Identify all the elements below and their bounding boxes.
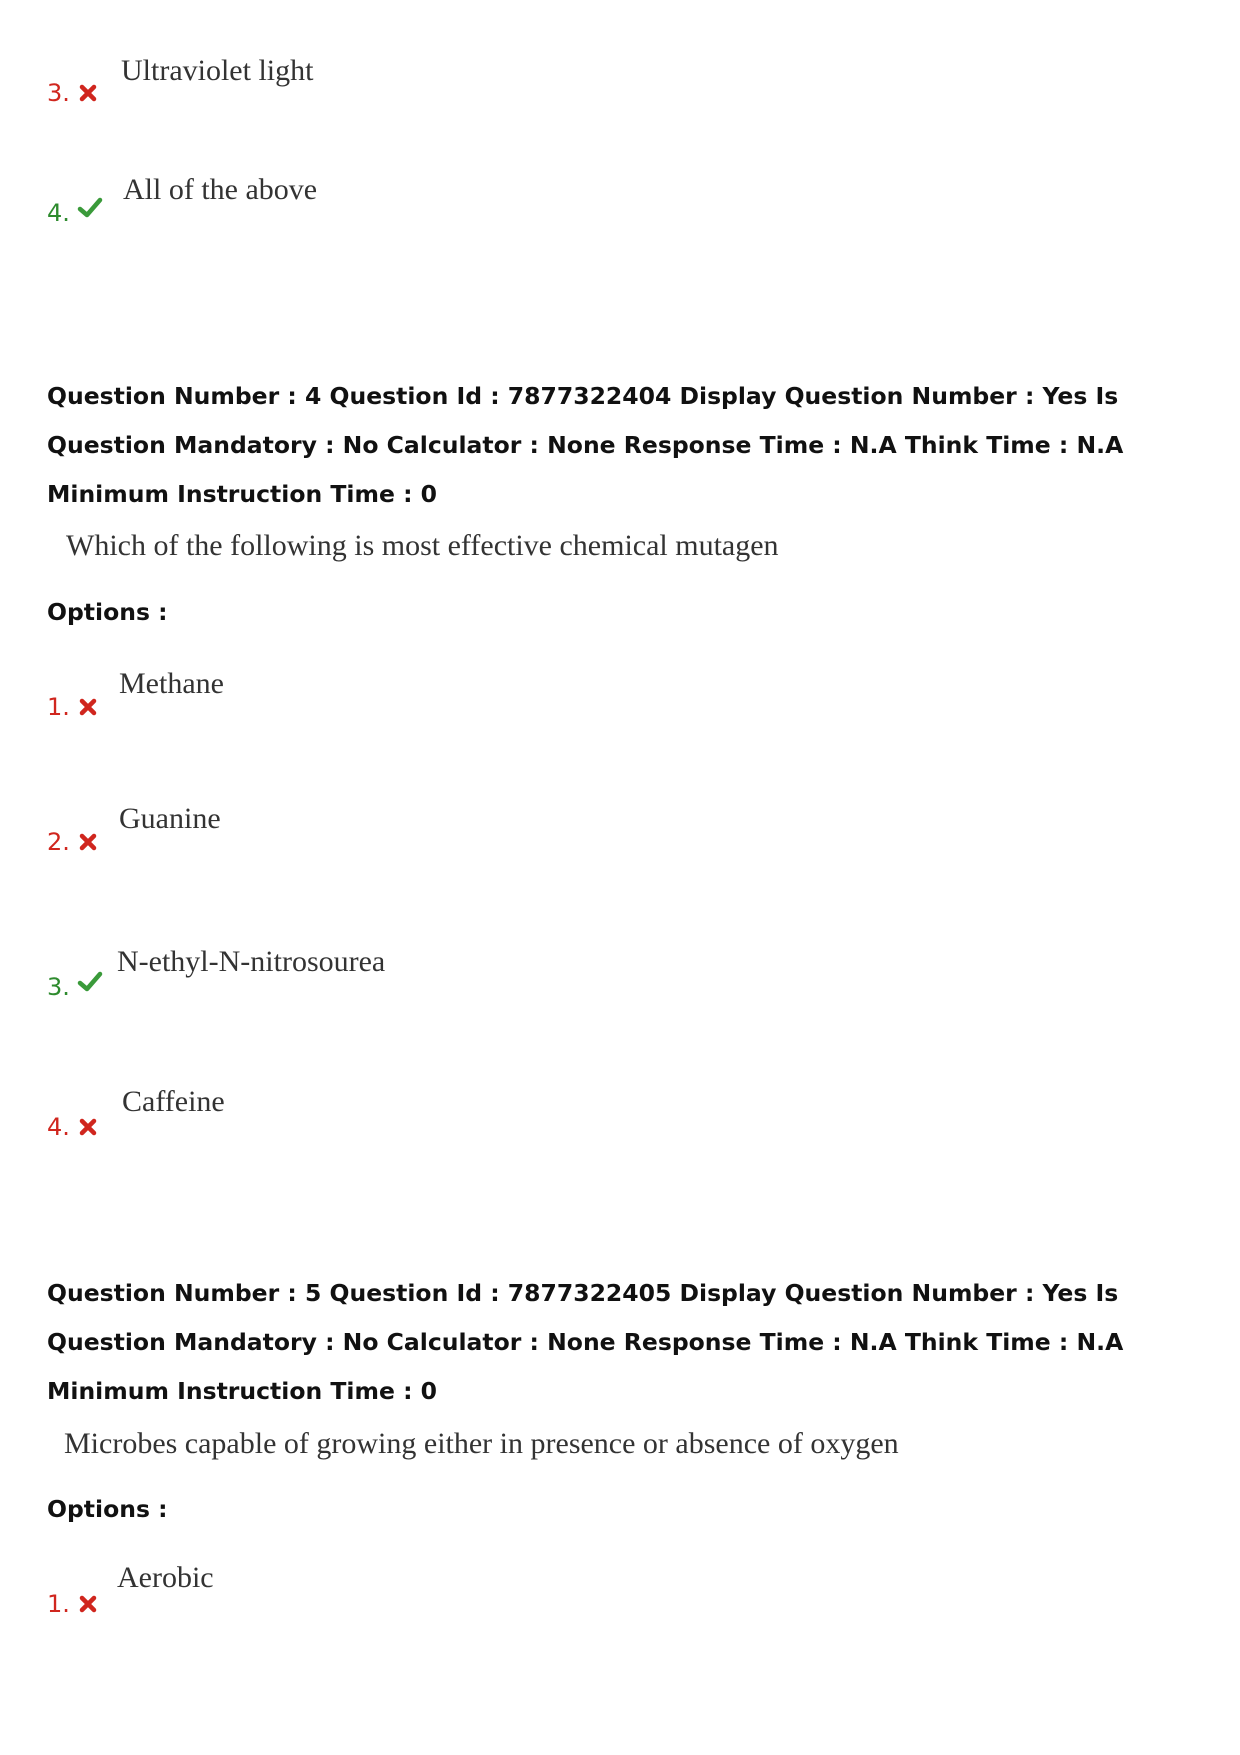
question-text: Which of the following is most effective chemical mutagen <box>66 529 779 562</box>
options-label: Options : <box>47 1495 168 1523</box>
cross-icon <box>77 831 99 853</box>
option-text: Methane <box>119 667 224 700</box>
check-icon <box>77 969 103 995</box>
option-text: N-ethyl-N-nitrosourea <box>117 945 386 978</box>
cross-icon <box>77 1116 99 1138</box>
option-text: Ultraviolet light <box>121 54 314 87</box>
option-number: 2. <box>47 828 70 856</box>
option-number: 3. <box>47 973 70 1001</box>
option-text: Guanine <box>119 802 221 835</box>
check-icon <box>77 195 103 221</box>
cross-icon <box>77 696 99 718</box>
cross-icon <box>77 82 99 104</box>
option-number: 3. <box>47 79 70 107</box>
options-label: Options : <box>47 598 168 626</box>
option-number: 4. <box>47 1113 70 1141</box>
option-number: 1. <box>47 693 70 721</box>
option-number: 1. <box>47 1590 70 1618</box>
option-text: Aerobic <box>117 1561 214 1594</box>
cross-icon <box>77 1593 99 1615</box>
option-number: 4. <box>47 199 70 227</box>
option-text: All of the above <box>123 173 318 206</box>
question-text: Microbes capable of growing either in presence or absence of oxygen <box>64 1427 899 1460</box>
option-text: Caffeine <box>122 1085 225 1118</box>
question-meta: Question Number : 5 Question Id : 7877322405 Display Question Number : Yes Is Question Mandatory : No Calculator : None Response Time : N.A Think Time : N.A Minimum Instruction Time : 0 <box>47 1279 1124 1405</box>
question-meta: Question Number : 4 Question Id : 7877322404 Display Question Number : Yes Is Question Mandatory : No Calculator : None Response Time : N.A Think Time : N.A Minimum Instruction Time : 0 <box>47 382 1124 508</box>
